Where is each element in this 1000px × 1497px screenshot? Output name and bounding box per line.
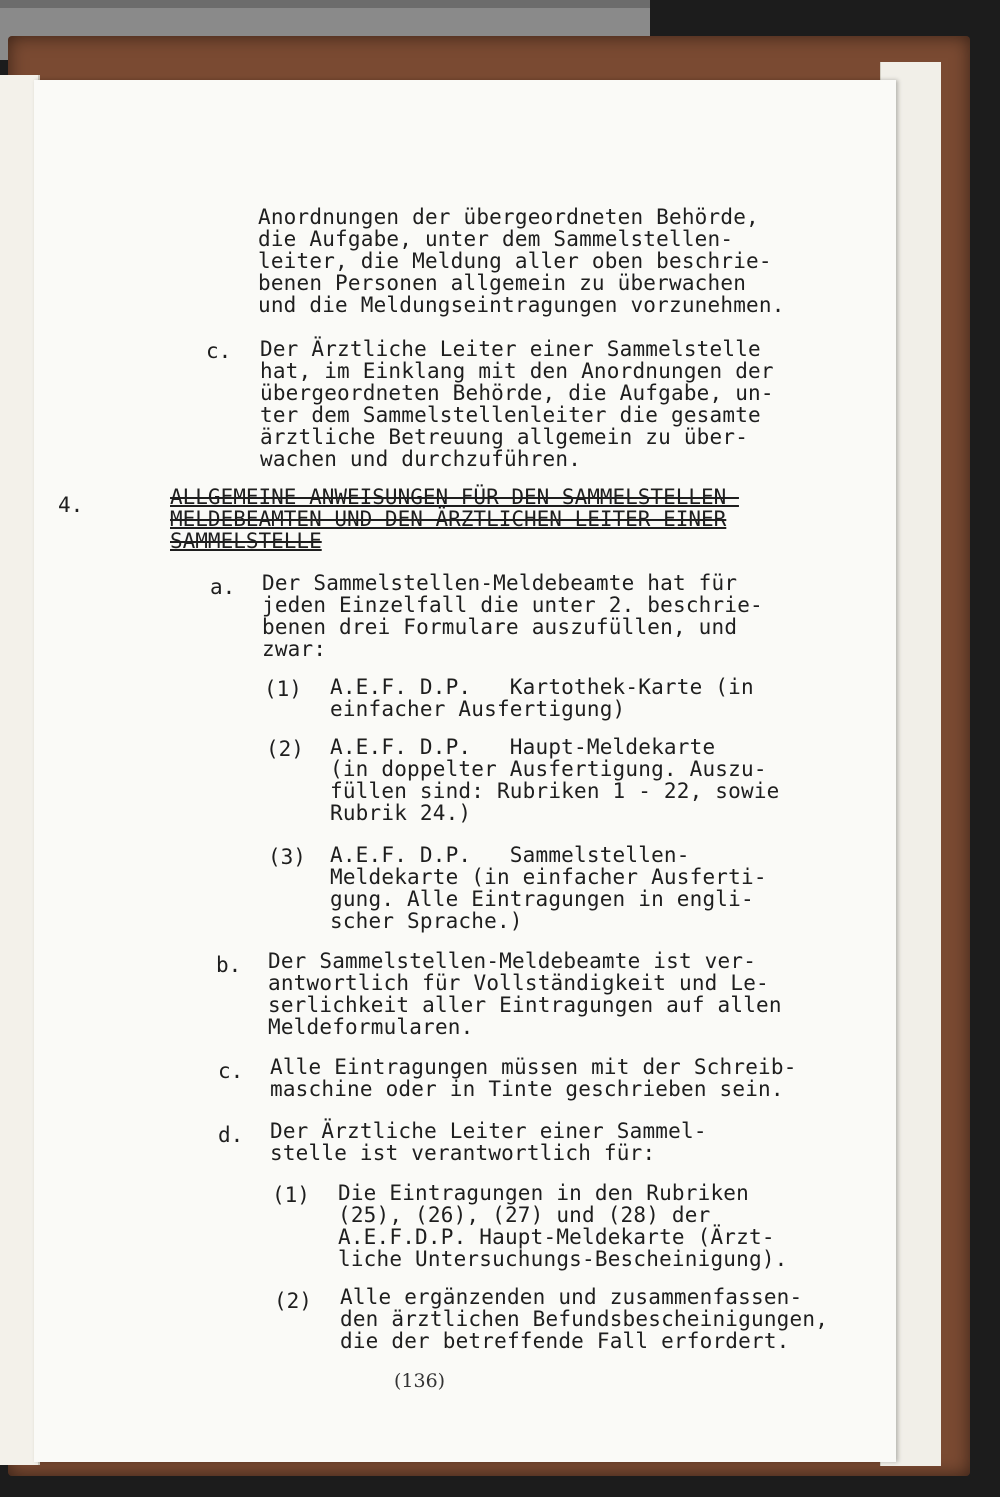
text-line: leiter, die Meldung aller oben beschrie- bbox=[258, 249, 772, 273]
text-line: stelle ist verantwortlich für: bbox=[270, 1141, 656, 1165]
text-line: gung. Alle Eintragungen in engli- bbox=[330, 887, 754, 911]
text-line: A.E.F. D.P. Sammelstellen- bbox=[330, 843, 690, 867]
text-line: benen drei Formulare auszufüllen, und bbox=[262, 615, 738, 639]
text-line: Meldekarte (in einfacher Ausferti- bbox=[330, 865, 767, 889]
text-line: Alle ergänzenden und zusammenfassen- bbox=[340, 1285, 803, 1309]
text-line: jeden Einzelfall die unter 2. beschrie- bbox=[262, 593, 763, 617]
text-line: Alle Eintragungen müssen mit der Schreib- bbox=[270, 1055, 797, 1079]
text-line: und die Meldungseintragungen vorzunehmen. bbox=[258, 293, 785, 317]
section-heading: ALLGEMEINE ANWEISUNGEN FÜR DEN SAMMELSTELLEN- bbox=[170, 485, 739, 509]
text-line: zwar: bbox=[262, 637, 327, 661]
text-line: ter dem Sammelstellenleiter die gesamte bbox=[260, 403, 761, 427]
text-line: Die Eintragungen in den Rubriken bbox=[338, 1181, 749, 1205]
text-line: (25), (26), (27) und (28) der bbox=[338, 1203, 711, 1227]
sub-marker: (2) bbox=[274, 1289, 312, 1313]
text-line: scher Sprache.) bbox=[330, 909, 523, 933]
sub-marker: (1) bbox=[264, 677, 302, 701]
text-line: maschine oder in Tinte geschrieben sein. bbox=[270, 1077, 784, 1101]
section-heading: MELDEBEAMTEN UND DEN ÄRZTLICHEN LEITER EINER bbox=[170, 507, 727, 531]
text-line: ärztliche Betreuung allgemein zu über- bbox=[260, 425, 749, 449]
text-line: (in doppelter Ausfertigung. Auszu- bbox=[330, 757, 767, 781]
sub-marker: (3) bbox=[268, 845, 306, 869]
text-line: füllen sind: Rubriken 1 - 22, sowie bbox=[330, 779, 780, 803]
text-line: Der Sammelstellen-Meldebeamte ist ver- bbox=[268, 949, 757, 973]
document-page bbox=[34, 80, 896, 1462]
text-line: wachen und durchzuführen. bbox=[260, 447, 582, 471]
text-line: liche Untersuchungs-Bescheinigung). bbox=[338, 1247, 788, 1271]
text-line: A.E.F. D.P. Kartothek-Karte (in bbox=[330, 675, 754, 699]
text-line: Anordnungen der übergeordneten Behörde, bbox=[258, 205, 759, 229]
text-line: übergeordneten Behörde, die Aufgabe, un- bbox=[260, 381, 774, 405]
text-line: Meldeformularen. bbox=[268, 1015, 474, 1039]
text-line: hat, im Einklang mit den Anordnungen der bbox=[260, 359, 774, 383]
section-number: 4. bbox=[58, 493, 84, 517]
text-line: Der Ärztliche Leiter einer Sammel- bbox=[270, 1119, 707, 1143]
sub-marker: (1) bbox=[272, 1183, 310, 1207]
section-heading: SAMMELSTELLE bbox=[170, 529, 322, 553]
text-line: einfacher Ausfertigung) bbox=[330, 697, 626, 721]
text-line: Rubrik 24.) bbox=[330, 801, 472, 825]
text-line: serlichkeit aller Eintragungen auf allen bbox=[268, 993, 782, 1017]
text-line: den ärztlichen Befundsbescheinigungen, bbox=[340, 1307, 829, 1331]
list-marker: c. bbox=[218, 1059, 244, 1083]
text-line: die der betreffende Fall erfordert. bbox=[340, 1329, 790, 1353]
list-marker: c. bbox=[206, 339, 232, 363]
text-line: die Aufgabe, unter dem Sammelstellen- bbox=[258, 227, 734, 251]
sub-marker: (2) bbox=[266, 737, 304, 761]
text-line: benen Personen allgemein zu überwachen bbox=[258, 271, 747, 295]
text-line: A.E.F. D.P. Haupt-Meldekarte bbox=[330, 735, 716, 759]
text-line: antwortlich für Vollständigkeit und Le- bbox=[268, 971, 769, 995]
list-marker: b. bbox=[216, 953, 242, 977]
text-line: Der Sammelstellen-Meldebeamte hat für bbox=[262, 571, 738, 595]
list-marker: d. bbox=[218, 1123, 244, 1147]
text-line: A.E.F.D.P. Haupt-Meldekarte (Ärzt- bbox=[338, 1225, 775, 1249]
page-number: (136) bbox=[394, 1370, 446, 1392]
background-edge bbox=[0, 0, 650, 8]
list-marker: a. bbox=[210, 575, 236, 599]
text-line: Der Ärztliche Leiter einer Sammelstelle bbox=[260, 337, 761, 361]
